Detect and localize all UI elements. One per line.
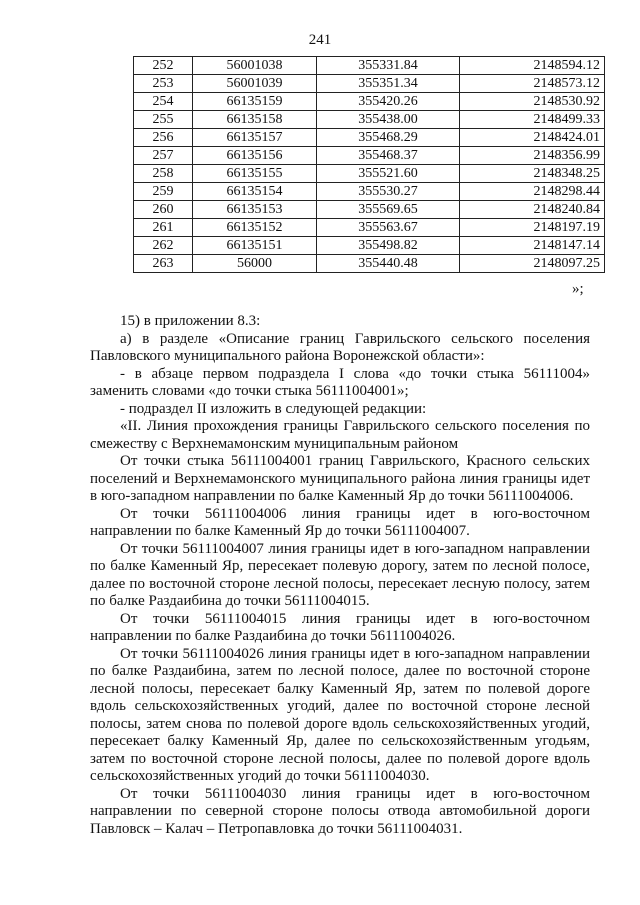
x-coordinate-cell: 355468.29 — [317, 129, 460, 147]
body-text — [90, 313, 590, 838]
row-number-cell: 253 — [134, 75, 193, 93]
table-row — [134, 183, 605, 201]
point-id-cell: 56001038 — [193, 57, 317, 75]
x-coordinate-cell: 355468.37 — [317, 147, 460, 165]
row-number-cell: 262 — [134, 237, 193, 255]
point-id-cell: 66135156 — [193, 147, 317, 165]
y-coordinate-cell: 2148594.12 — [460, 57, 605, 75]
paragraph: От точки 56111004026 линия границы идет в юго-западном направлении по балке Раздаибина, затем по лесной полосе, далее по восточной стороне лесной полосы, пересекает балку Каменный Яр, затем по полевой дороге вдоль сельскохозяйственных угодий, далее по восточной стороне лесной полосы, затем снова по полевой дороге вдоль сельскохозяйственных угодий, пересекает балку Каменный Яр, далее по сельскохозяйственным угодьям, затем по восточной стороне лесной полосы, далее по полевой дороге вдоль сельскохозяйственных угодий до точки 56111004030. — [90, 645, 590, 784]
y-coordinate-cell: 2148348.25 — [460, 165, 605, 183]
point-id-cell: 66135159 — [193, 93, 317, 111]
y-coordinate-cell: 2148197.19 — [460, 219, 605, 237]
point-id-cell: 66135154 — [193, 183, 317, 201]
y-coordinate-cell: 2148530.92 — [460, 93, 605, 111]
paragraph: а) в разделе «Описание границ Гаврильского сельского поселения Павловского муниципального района Воронежской области»: — [90, 330, 590, 364]
paragraph: - в абзаце первом подраздела I слова «до точки стыка 56111004» заменить словами «до точки стыка 56111004001»; — [90, 365, 590, 399]
y-coordinate-cell: 2148147.14 — [460, 237, 605, 255]
row-number-cell: 263 — [134, 255, 193, 273]
y-coordinate-cell: 2148240.84 — [460, 201, 605, 219]
coordinates-table — [133, 56, 605, 273]
row-number-cell: 256 — [134, 129, 193, 147]
y-coordinate-cell: 2148499.33 — [460, 111, 605, 129]
table-row — [134, 111, 605, 129]
table-row — [134, 219, 605, 237]
paragraph: От точки 56111004006 линия границы идет в юго-восточном направлении по балке Каменный Яр до точки 56111004007. — [90, 505, 590, 539]
x-coordinate-cell: 355331.84 — [317, 57, 460, 75]
row-number-cell: 258 — [134, 165, 193, 183]
x-coordinate-cell: 355530.27 — [317, 183, 460, 201]
table-row — [134, 57, 605, 75]
table-row — [134, 75, 605, 93]
table-row — [134, 93, 605, 111]
paragraph: От точки 56111004007 линия границы идет в юго-западном направлении по балке Каменный Яр, пересекает полевую дорогу, затем по лесной полосе, далее по восточной стороне лесной полосы, пересекает лесную полосу, затем по балке Раздаибина до точки 56111004015. — [90, 540, 590, 609]
paragraph: От точки 56111004030 линия границы идет в юго-восточном направлении по северной стороне полосы отвода автомобильной дороги Павловск – Калач – Петропавловка до точки 56111004031. — [90, 785, 590, 837]
x-coordinate-cell: 355563.67 — [317, 219, 460, 237]
point-id-cell: 66135152 — [193, 219, 317, 237]
table-row — [134, 165, 605, 183]
point-id-cell: 66135151 — [193, 237, 317, 255]
row-number-cell: 252 — [134, 57, 193, 75]
y-coordinate-cell: 2148573.12 — [460, 75, 605, 93]
y-coordinate-cell: 2148097.25 — [460, 255, 605, 273]
x-coordinate-cell: 355420.26 — [317, 93, 460, 111]
paragraph: От точки стыка 56111004001 границ Гаврильского, Красного сельских поселений и Верхнемамонского муниципального района линия границы идет в юго-западном направлении по балке Каменный Яр до точки 56111004006. — [90, 453, 590, 504]
point-id-cell: 66135155 — [193, 165, 317, 183]
table-closing-quote: »; — [572, 281, 584, 297]
table-row — [134, 147, 605, 165]
row-number-cell: 255 — [134, 111, 193, 129]
table-row — [134, 129, 605, 147]
point-id-cell: 56001039 — [193, 75, 317, 93]
x-coordinate-cell: 355351.34 — [317, 75, 460, 93]
y-coordinate-cell: 2148424.01 — [460, 129, 605, 147]
row-number-cell: 259 — [134, 183, 193, 201]
row-number-cell: 254 — [134, 93, 193, 111]
point-id-cell: 66135157 — [193, 129, 317, 147]
table-row — [134, 237, 605, 255]
x-coordinate-cell: 355440.48 — [317, 255, 460, 273]
point-id-cell: 66135153 — [193, 201, 317, 219]
row-number-cell: 261 — [134, 219, 193, 237]
paragraph: 15) в приложении 8.3: — [120, 313, 261, 329]
row-number-cell: 257 — [134, 147, 193, 165]
y-coordinate-cell: 2148298.44 — [460, 183, 605, 201]
x-coordinate-cell: 355498.82 — [317, 237, 460, 255]
row-number-cell: 260 — [134, 201, 193, 219]
table-row — [134, 255, 605, 273]
paragraph: От точки 56111004015 линия границы идет в юго-восточном направлении по балке Раздаибина до точки 56111004026. — [90, 610, 590, 644]
y-coordinate-cell: 2148356.99 — [460, 147, 605, 165]
table-row — [134, 201, 605, 219]
x-coordinate-cell: 355569.65 — [317, 201, 460, 219]
x-coordinate-cell: 355438.00 — [317, 111, 460, 129]
x-coordinate-cell: 355521.60 — [317, 165, 460, 183]
point-id-cell: 66135158 — [193, 111, 317, 129]
paragraph: «II. Линия прохождения границы Гаврильского сельского поселения по смежеству с Верхнемамонским муниципальным районом — [90, 418, 590, 452]
paragraph: - подраздел II изложить в следующей редакции: — [120, 400, 427, 417]
page-number: 241 — [308, 32, 332, 48]
point-id-cell: 56000 — [193, 255, 317, 273]
